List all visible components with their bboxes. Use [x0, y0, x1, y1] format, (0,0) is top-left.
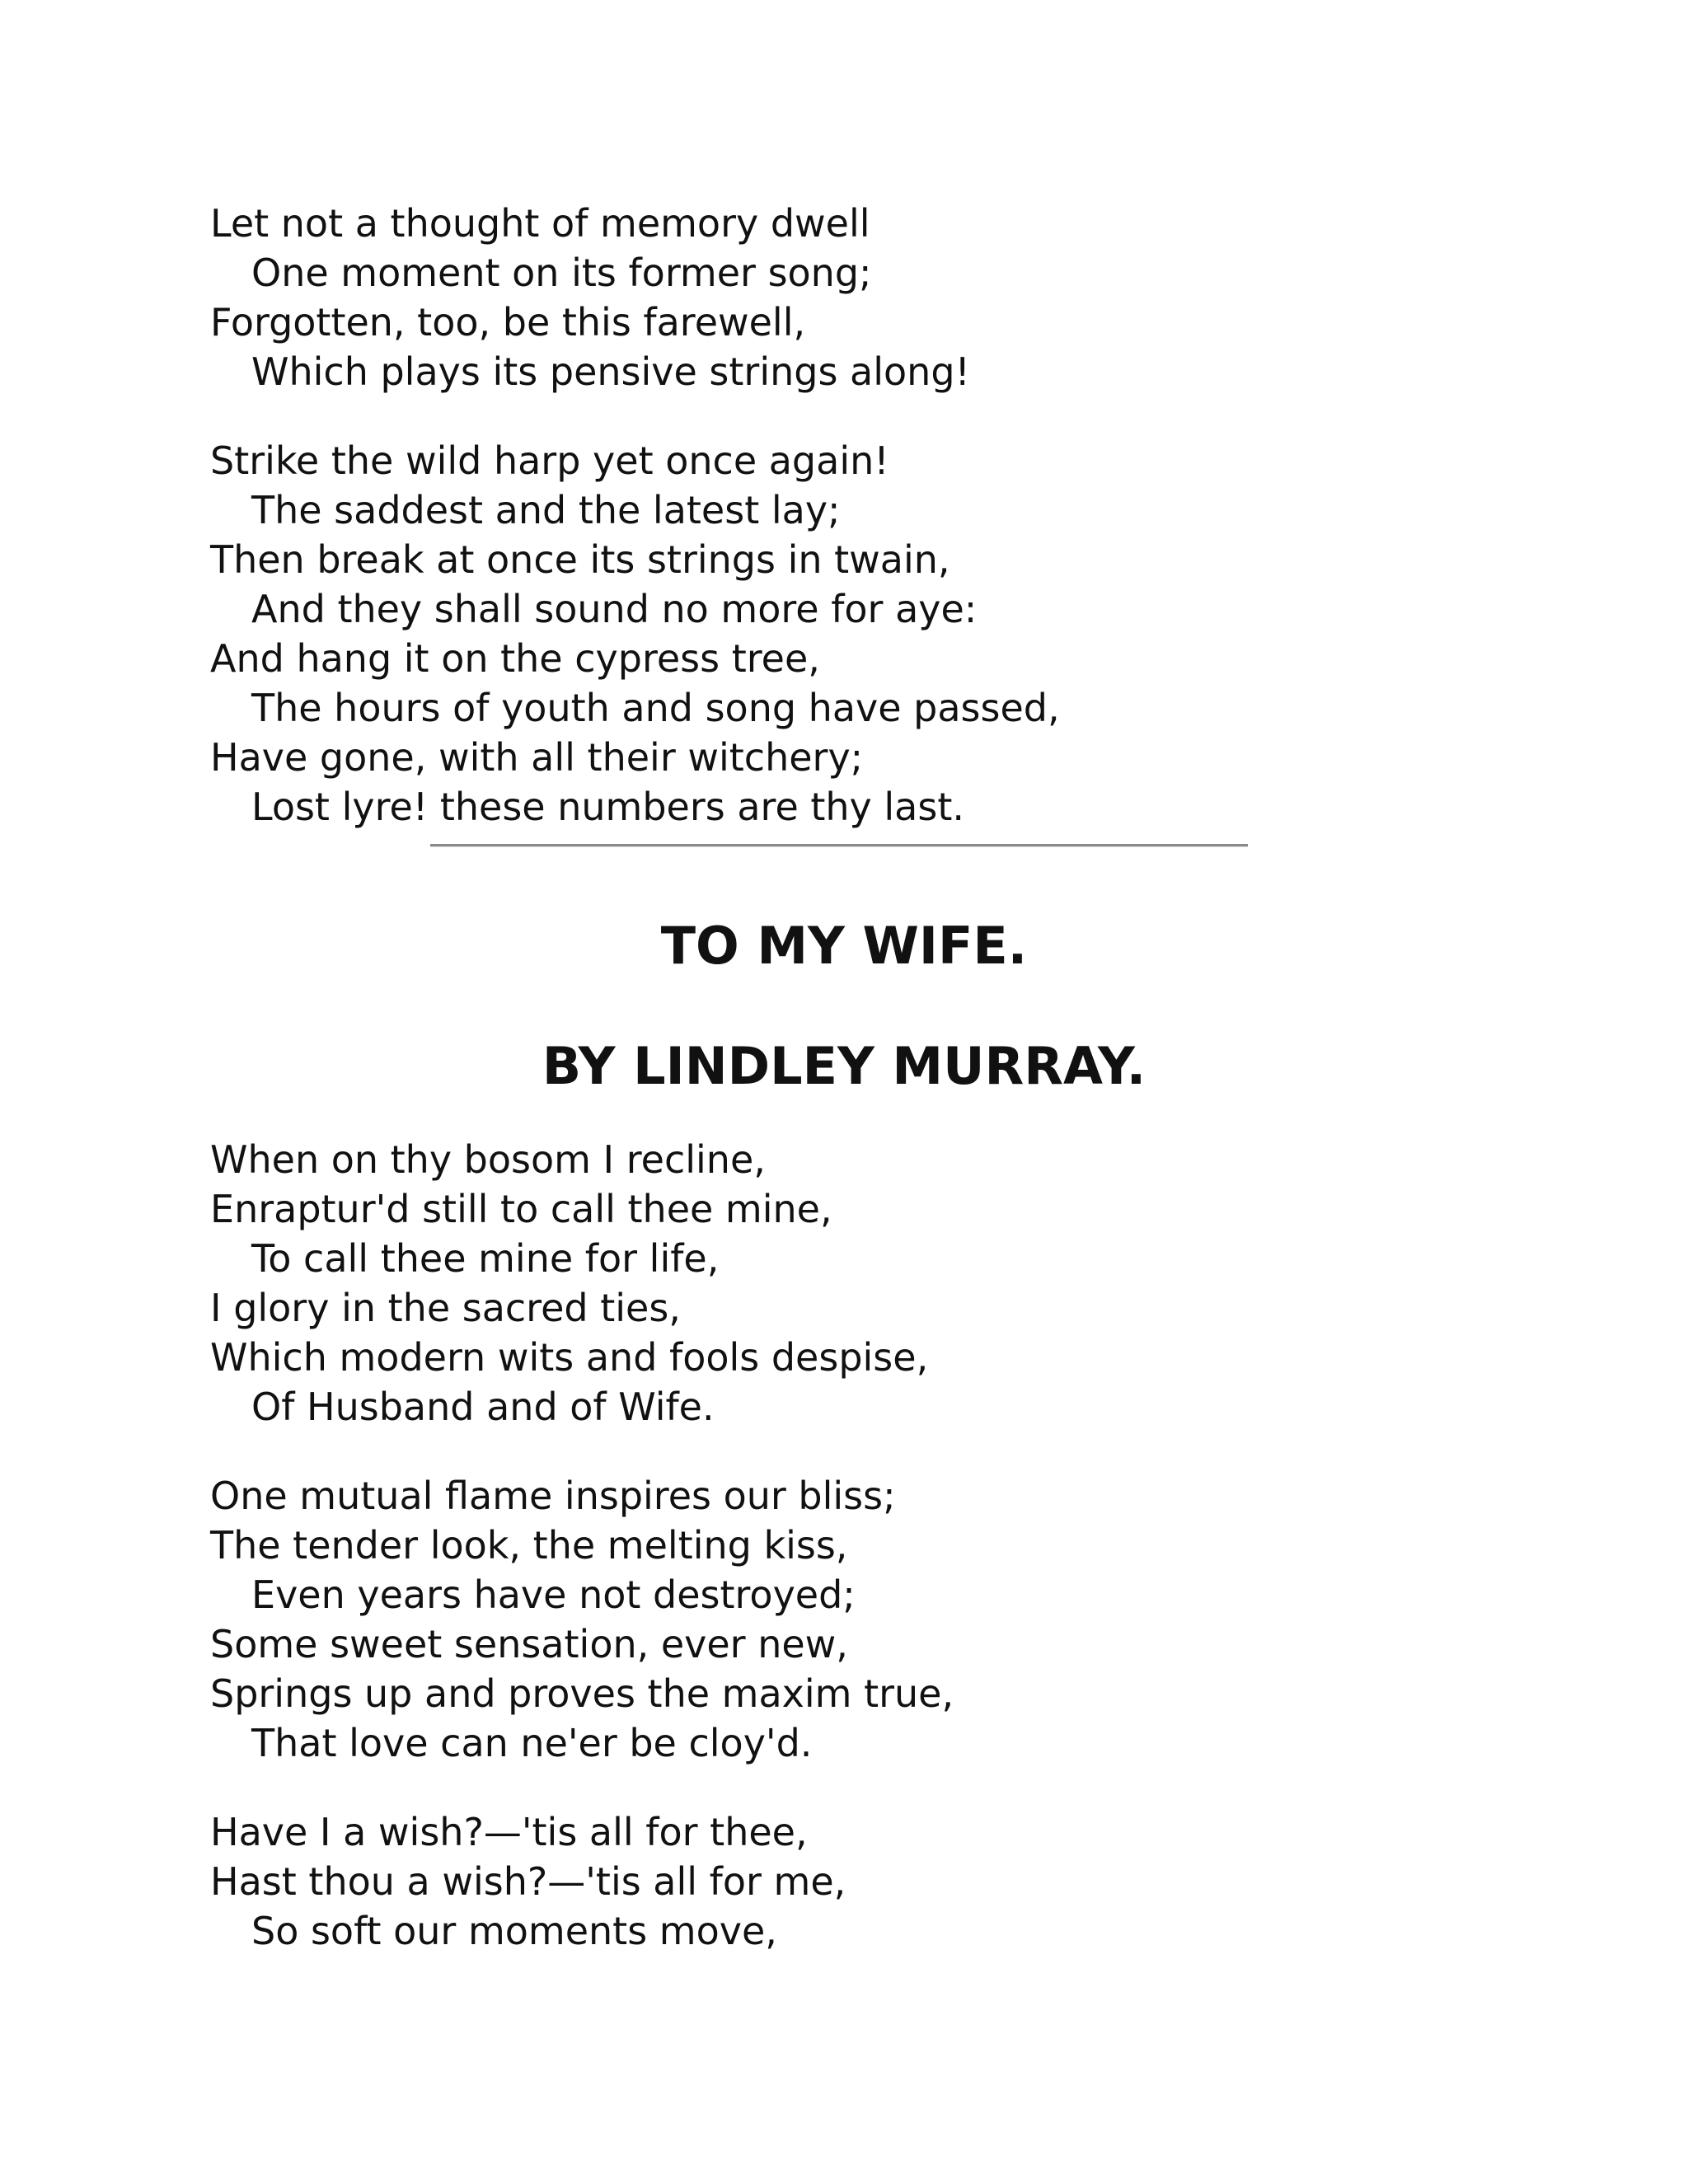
poem-title: TO MY WIFE.: [660, 916, 1028, 976]
poem-line: I glory in the sacred ties,: [210, 1286, 681, 1330]
poem-byline: BY LINDLEY MURRAY.: [542, 1036, 1146, 1096]
poem-stanza: [210, 1807, 846, 1956]
poem-line: One mutual flame inspires our bliss;: [210, 1474, 896, 1518]
poem-line: The tender look, the melting kiss,: [210, 1523, 848, 1568]
poem-line: Lost lyre! these numbers are thy last.: [251, 785, 964, 829]
poem-line: Of Husband and of Wife.: [251, 1385, 715, 1429]
poem-line: The hours of youth and song have passed,: [251, 686, 1060, 730]
poem-line: The saddest and the latest lay;: [251, 488, 841, 532]
poem-line: To call thee mine for life,: [251, 1236, 720, 1281]
poem-line: Enraptur'd still to call thee mine,: [210, 1187, 832, 1231]
poem-line: That love can ne'er be cloy'd.: [251, 1721, 813, 1765]
poem-stanza: [210, 199, 970, 396]
poem-line: Have gone, with all their witchery;: [210, 735, 864, 780]
poem-stanza: [210, 436, 1060, 832]
poem-stanza: [210, 1135, 928, 1432]
poem-line: And hang it on the cypress tree,: [210, 636, 820, 681]
poem-line: Forgotten, too, be this farewell,: [210, 300, 806, 344]
poem-line: One moment on its former song;: [251, 251, 872, 295]
poem-line: Let not a thought of memory dwell: [210, 201, 870, 246]
poem-line: Even years have not destroyed;: [251, 1572, 856, 1617]
poem-line: Springs up and proves the maxim true,: [210, 1671, 954, 1716]
poem-line: And they shall sound no more for aye:: [251, 587, 978, 631]
poem-line: Hast thou a wish?—'tis all for me,: [210, 1859, 846, 1904]
poem-line: Which modern wits and fools despise,: [210, 1335, 929, 1380]
poem-line: So soft our moments move,: [251, 1909, 777, 1953]
poem-line: When on thy bosom I recline,: [210, 1137, 766, 1182]
poem-line: Have I a wish?—'tis all for thee,: [210, 1810, 808, 1854]
poem-line: Some sweet sensation, ever new,: [210, 1622, 848, 1666]
section-divider: [430, 844, 1248, 847]
poem-line: Which plays its pensive strings along!: [251, 349, 970, 394]
poem-line: Then break at once its strings in twain,: [210, 537, 950, 582]
poem-line: Strike the wild harp yet once again!: [210, 438, 889, 483]
poem-stanza: [210, 1471, 954, 1768]
